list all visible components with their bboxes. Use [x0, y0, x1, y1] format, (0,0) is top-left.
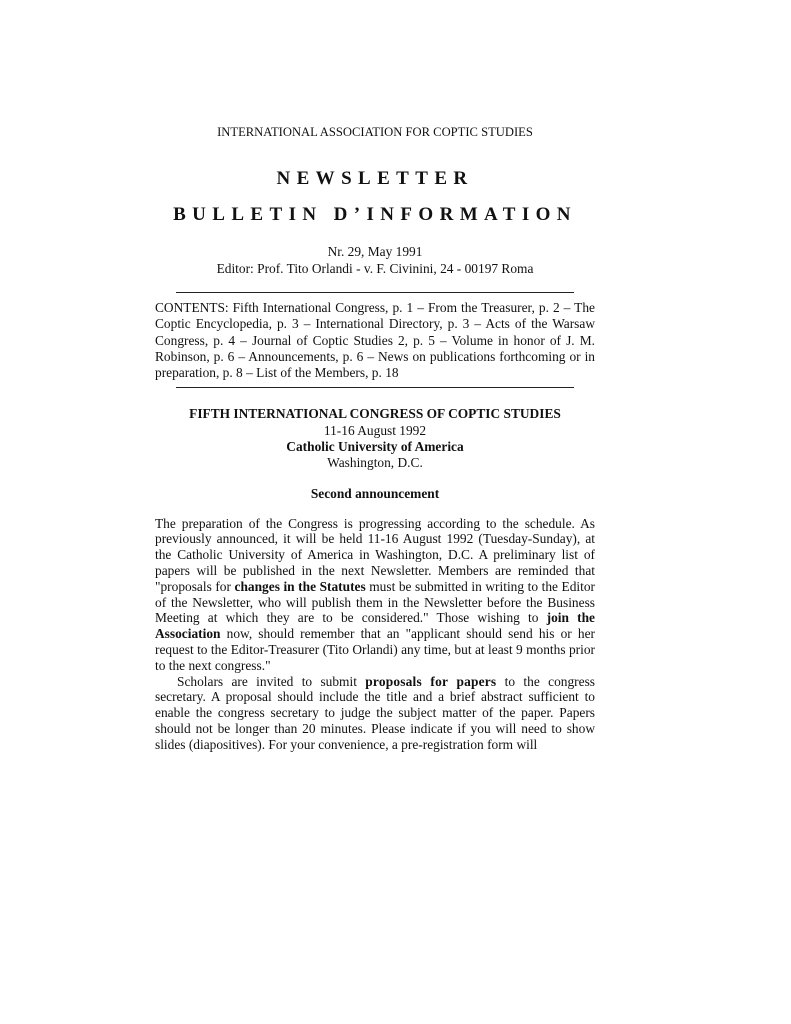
congress-heading: FIFTH INTERNATIONAL CONGRESS OF COPTIC STUDIES — [189, 406, 561, 422]
congress-header — [155, 406, 595, 471]
p1-emphasis-join: join the Association — [155, 610, 595, 642]
table-of-contents: CONTENTS: Fifth International Congress, p. 1 – From the Treasurer, p. 2 – The Coptic Encyclopedia, p. 3 – International Directory, p. 3 – Acts of the Warsaw Congress, p. 4 – Journal of Coptic Studies 2, p. 5 – Volume in honor of J. M. Robinson, p. 6 – Announcements, p. 6 – News on publications forthcoming or in preparation, p. 8 – List of the Members, p. 18 — [155, 300, 595, 381]
p2-emphasis-proposals: proposals for papers — [365, 673, 497, 689]
congress-dates: 11-16 August 1992 — [323, 422, 427, 438]
editor-line: Editor: Prof. Tito Orlandi - v. F. Civinini, 24 - 00197 Roma — [216, 260, 534, 276]
divider-bottom — [176, 387, 574, 388]
p1-emphasis-statutes: changes in the Statutes — [234, 578, 366, 594]
p1-text-a: The preparation of the Congress is progressing according to the schedule. As previously announced, it will be held 11-16 August 1992 (Tuesday-Sunday), at the Catholic University of America in Washington, D.C. A preliminary list of papers will be published in the next Newsletter. Members are reminded that "proposals for — [155, 515, 595, 594]
issue-meta — [155, 244, 595, 277]
newsletter-title: NEWSLETTER — [276, 168, 474, 189]
newsletter-page — [155, 124, 595, 753]
congress-venue: Catholic University of America — [286, 439, 464, 455]
congress-city: Washington, D.C. — [327, 455, 423, 471]
p1-text-c: must be submitted in writing to the Editor of the Newsletter, who will publish them in the Newsletter before the Business Meeting at which they are to be considered." Those wishing to — [155, 578, 595, 626]
issue-number: Nr. 29, May 1991 — [327, 244, 423, 259]
body-paragraph-1 — [155, 516, 595, 674]
p1-text-e: now, should remember that an "applicant should send his or her request to the Editor-Treasurer (Tito Orlandi) any time, but at least 9 months prior to the next congress." — [155, 626, 595, 673]
p2-text-a: Scholars are invited to submit — [177, 673, 366, 689]
body-paragraph-2 — [155, 674, 595, 753]
p2-text-c: to the congress secretary. A proposal should include the title and a brief abstract sufficient to enable the congress secretary to judge the subject matter of the paper. Papers should not be longer than 20 minutes. Please indicate if you will need to show slides (diapositives). For your convenience, a pre-registration form will — [155, 673, 595, 752]
bulletin-title: BULLETIN D’INFORMATION — [173, 204, 577, 225]
announcement-subheading: Second announcement — [310, 485, 440, 501]
divider-top — [176, 292, 574, 293]
association-name: INTERNATIONAL ASSOCIATION FOR COPTIC STUDIES — [217, 125, 533, 139]
